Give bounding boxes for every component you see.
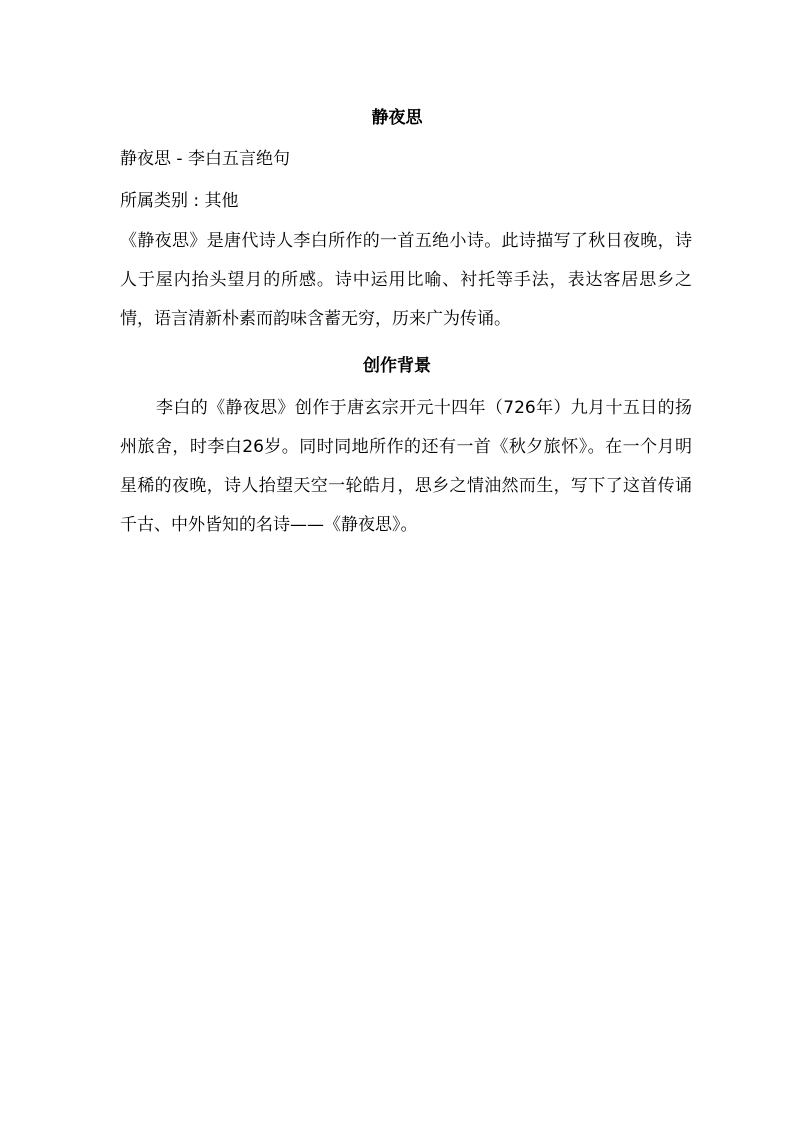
document-title: 静夜思 (371, 108, 423, 128)
category-line: 所属类别 : 其他 (120, 191, 239, 211)
poem-subtitle: 静夜思 - 李白五言绝句 (120, 149, 290, 169)
section-heading: 创作背景 (363, 356, 431, 376)
background-paragraph: 李白的《静夜思》创作于唐玄宗开元十四年（726年）九月十五日的扬州旅舍，时李白26岁。同时同地所作的还有一首《秋夕旅怀》。在一个月明星稀的夜晚，诗人抬望天空一轮皓月，思乡之情油然而生，写下了这首传诵千古、中外皆知的名诗——《静夜思》。 (120, 398, 692, 535)
intro-paragraph: 《静夜思》是唐代诗人李白所作的一首五绝小诗。此诗描写了秋日夜晚，诗人于屋内抬头望月的所感。诗中运用比喻、衬托等手法，表达客居思乡之情，语言清新朴素而韵味含蓄无穷，历来广为传诵。 (120, 231, 692, 329)
